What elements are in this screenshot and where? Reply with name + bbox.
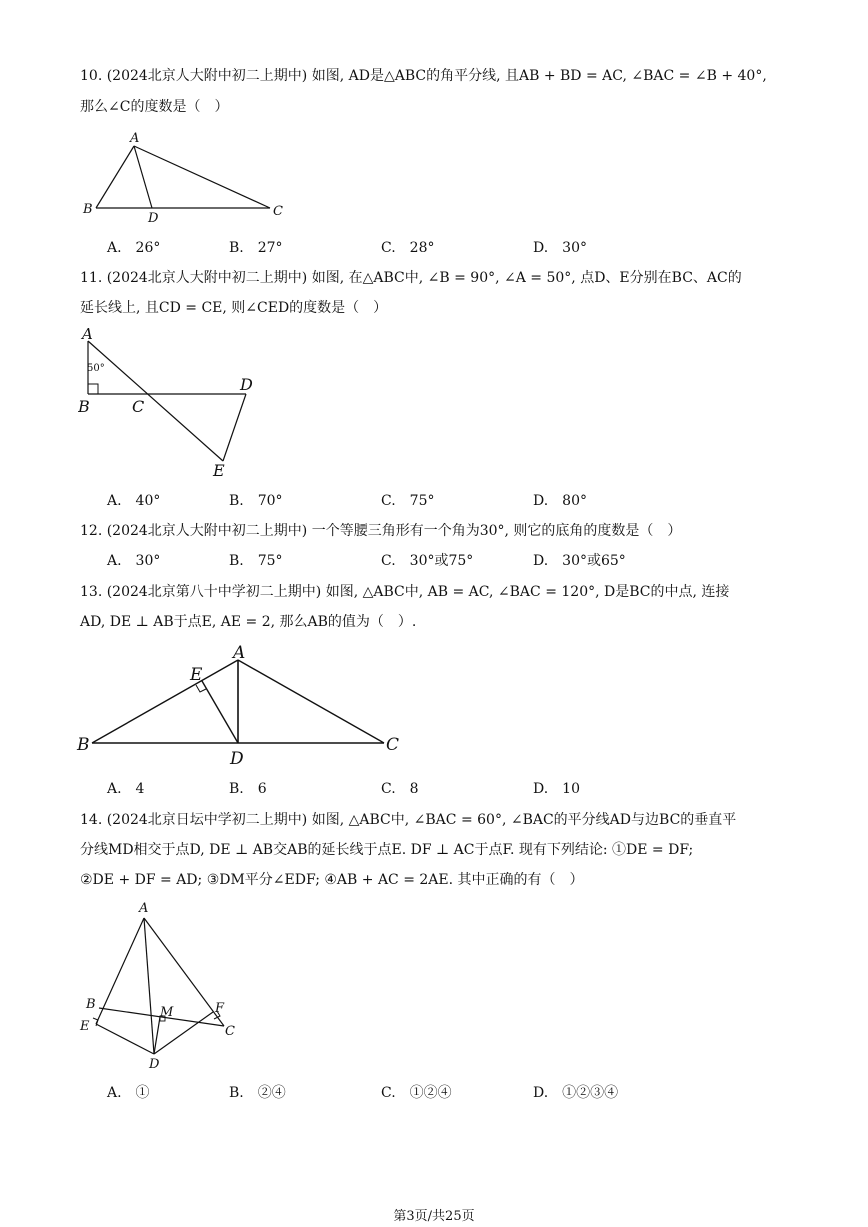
q11-option-a: A. 40° (107, 493, 161, 509)
q10-stem-line1: 10. (2024北京人大附中初二上期中) 如图, AD是△ABC的角平分线, 且AB + BD = AC, ∠BAC = ∠B + 40°, (80, 68, 767, 84)
q14-label-d: D (149, 1057, 160, 1072)
q11-label-a: A (82, 326, 93, 343)
q11-stem-line1: 11. (2024北京人大附中初二上期中) 如图, 在△ABC中, ∠B = 90°, ∠A = 50°, 点D、E分别在BC、AC的 (80, 270, 742, 286)
q10-option-d: D. 30° (533, 240, 587, 256)
q13-option-b: B. 6 (229, 781, 267, 797)
q10-option-c: C. 28° (381, 240, 435, 256)
q13-label-d: D (230, 749, 244, 769)
q10-label-c: C (273, 204, 283, 219)
q13-label-c: C (386, 735, 400, 755)
q13-stem-line2: AD, DE ⊥ AB于点E, AE = 2, 那么AB的值为（ ）. (80, 614, 417, 630)
q11-stem-line2: 延长线上, 且CD = CE, 则∠CED的度数是（ ） (80, 300, 388, 316)
q14-stem-line1: 14. (2024北京日坛中学初二上期中) 如图, △ABC中, ∠BAC = 60°, ∠BAC的平分线AD与边BC的垂直平 (80, 812, 737, 828)
q11-label-d: D (240, 375, 253, 394)
q11-option-c: C. 75° (381, 493, 435, 509)
q14-label-f: F (215, 1001, 225, 1016)
q14-option-a: A. ① (107, 1085, 150, 1101)
q10-option-a: A. 26° (107, 240, 161, 256)
q11-angle-label: 50° (87, 363, 105, 374)
page-number: 第3页/共25页 (393, 1209, 475, 1224)
q13-stem-line1: 13. (2024北京第八十中学初二上期中) 如图, △ABC中, AB = AC, ∠BAC = 120°, D是BC的中点, 连接 (80, 584, 730, 600)
q11-label-b: B (78, 397, 90, 416)
q14-label-a: A (139, 901, 149, 916)
q14-stem-line2: 分线MD相交于点D, DE ⊥ AB交AB的延长线于点E. DF ⊥ AC于点F. 现有下列结论: ①DE = DF; (80, 842, 694, 858)
q12-option-d: D. 30°或65° (533, 553, 626, 569)
q10-stem-line2: 那么∠C的度数是（ ） (80, 99, 229, 115)
q12-stem-line1: 12. (2024北京人大附中初二上期中) 一个等腰三角形有一个角为30°, 则它的底角的度数是（ ） (80, 523, 682, 539)
q13-figure (76, 640, 416, 774)
q13-option-d: D. 10 (533, 781, 580, 797)
q14-label-b: B (86, 997, 96, 1012)
q13-option-a: A. 4 (107, 781, 145, 797)
q14-label-e: E (80, 1019, 90, 1034)
q11-label-e: E (213, 461, 225, 480)
q12-option-c: C. 30°或75° (381, 553, 474, 569)
q10-label-d: D (148, 211, 159, 226)
q11-option-d: D. 80° (533, 493, 587, 509)
q10-label-a: A (130, 131, 140, 146)
q14-label-m: M (160, 1005, 174, 1020)
q14-option-c: C. ①②④ (381, 1085, 452, 1101)
q13-option-c: C. 8 (381, 781, 419, 797)
q14-figure (76, 896, 246, 1080)
q13-label-b: B (77, 735, 90, 755)
q14-option-d: D. ①②③④ (533, 1085, 619, 1101)
q13-label-a: A (233, 643, 246, 663)
q10-option-b: B. 27° (229, 240, 283, 256)
q14-label-c: C (225, 1024, 235, 1039)
q10-label-b: B (83, 202, 93, 217)
q12-option-b: B. 75° (229, 553, 283, 569)
q12-option-a: A. 30° (107, 553, 161, 569)
q11-label-c: C (132, 397, 145, 416)
q14-stem-line3: ②DE + DF = AD; ③DM平分∠EDF; ④AB + AC = 2AE. 其中正确的有（ ） (80, 872, 584, 888)
q11-option-b: B. 70° (229, 493, 283, 509)
q14-option-b: B. ②④ (229, 1085, 286, 1101)
q10-figure (80, 128, 300, 232)
q13-label-e: E (190, 665, 203, 685)
q11-figure (78, 326, 278, 485)
